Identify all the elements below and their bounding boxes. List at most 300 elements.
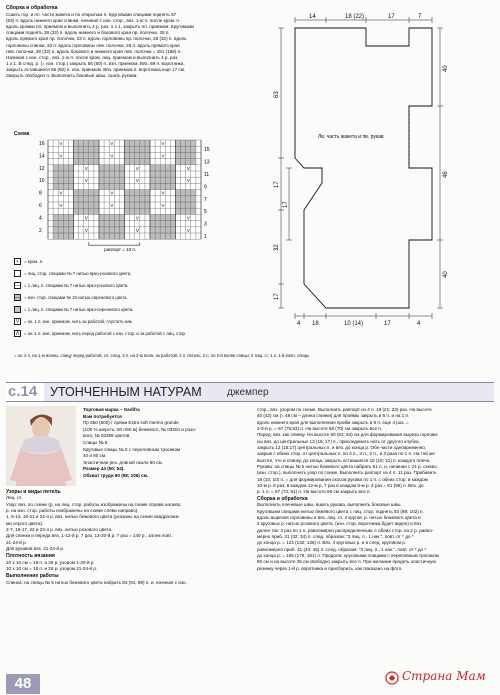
schema-cell: [196, 159, 201, 165]
schema-cell: [150, 159, 155, 165]
slip-stitch-mark: V: [84, 178, 88, 184]
schema-cell: [140, 140, 145, 146]
slip-stitch-mark: V: [135, 215, 139, 221]
schema-cell: [186, 171, 191, 177]
schema-cell: [140, 177, 145, 183]
schema-cell: [186, 233, 191, 239]
slip-stitch-mark: V: [59, 190, 63, 196]
schema-cell: [155, 146, 160, 152]
schema-cell: [104, 171, 109, 177]
slip-stitch-mark: V: [110, 141, 114, 146]
schema-cell: [94, 165, 99, 171]
schema-cell: [79, 202, 84, 208]
slip-stitch-mark: V: [59, 141, 63, 146]
schema-cell: [130, 140, 135, 146]
repeat-label: раппорт = 10 п.: [104, 247, 137, 253]
schema-cell: [160, 165, 165, 171]
schema-cell: [53, 171, 58, 177]
schema-cell: [196, 146, 201, 152]
schema-cell: [181, 214, 186, 220]
schema-cell: [135, 183, 140, 189]
row-number-right: 9: [204, 184, 207, 191]
schema-cell: [155, 202, 160, 208]
legend-item: • = кром. п.: [14, 258, 43, 265]
schema-cell: [125, 208, 130, 214]
schema-cell: [89, 202, 94, 208]
schema-cell: [125, 159, 130, 165]
schema-cell: [119, 214, 124, 220]
garment-pattern-diagram: [272, 8, 494, 348]
schema-cell: [186, 183, 191, 189]
schema-cell: [165, 171, 170, 177]
schema-cell: [63, 146, 68, 152]
row-number-left: 8: [39, 190, 42, 197]
schema-cell: [191, 183, 196, 189]
schema-cell: [114, 208, 119, 214]
schema-cell: [109, 208, 114, 214]
schema-cell: [53, 140, 58, 146]
schema-cell: [135, 159, 140, 165]
schema-cell: [114, 202, 119, 208]
schema-cell: [150, 190, 155, 196]
schema-cell: [48, 171, 53, 177]
dim-label: 14: [309, 14, 316, 20]
schema-cell: [160, 159, 165, 165]
schema-cell: [79, 221, 84, 227]
schema-cell: [176, 202, 181, 208]
slip-stitch-mark: V: [59, 203, 63, 208]
slip-stitch-mark: V: [186, 227, 190, 233]
schema-cell: [140, 190, 145, 196]
slip-stitch-mark: V: [161, 153, 165, 159]
schema-cell: [130, 227, 135, 233]
schema-cell: [155, 140, 160, 146]
lilac-knit-symbol: —: [15, 294, 20, 301]
schema-cell: [89, 227, 94, 233]
paragraph: (63) п. вдоль нижнего края спинки, начиная с изн. стор., вяз. 1-ю п. после кром. п.: [6, 18, 181, 24]
schema-cell: [119, 190, 124, 196]
schema-cell: [63, 233, 68, 239]
schema-cell: [114, 165, 119, 171]
schema-cell: [165, 183, 170, 189]
schema-cell: [74, 214, 79, 220]
schema-cell: [109, 177, 114, 183]
schema-cell: [74, 202, 79, 208]
schema-cell: [79, 196, 84, 202]
schema-cell: [145, 171, 150, 177]
schema-cell: [135, 196, 140, 202]
schema-cell: [176, 152, 181, 158]
schema-cell: [135, 152, 140, 158]
svg-text:32: 32: [274, 244, 280, 251]
schema-cell: [125, 233, 130, 239]
schema-cell: [150, 233, 155, 239]
schema-cell: [74, 183, 79, 189]
schema-cell: [68, 227, 73, 233]
schema-cell: [58, 165, 63, 171]
schema-cell: [99, 208, 104, 214]
schema-cell: [145, 233, 150, 239]
lilac-purl-symbol: [14, 306, 21, 313]
schema-cell: [160, 227, 165, 233]
schema-cell: [170, 152, 175, 158]
schema-cell: [140, 214, 145, 220]
schema-cell: [74, 196, 79, 202]
schema-cell: [150, 208, 155, 214]
schema-cell: [99, 190, 104, 196]
schema-cell: [165, 146, 170, 152]
schema-cell: [109, 221, 114, 227]
schema-cell: [155, 177, 160, 183]
svg-text:17: 17: [274, 181, 280, 188]
schema-cell: [99, 146, 104, 152]
schema-cell: [186, 208, 191, 214]
schema-cell: [181, 171, 186, 177]
schema-cell: [196, 183, 201, 189]
schema-cell: [114, 227, 119, 233]
schema-cell: [196, 233, 201, 239]
slip-stitch-mark: V: [161, 190, 165, 196]
schema-cell: [145, 159, 150, 165]
schema-cell: [191, 152, 196, 158]
schema-cell: [63, 214, 68, 220]
schema-cell: [165, 140, 170, 146]
schema-cell: [196, 202, 201, 208]
paragraph: 1 х 1. В след. р. (= изн. стор.) закрыть 56 (60) п. изн. приемом. Вяз. 69 п. воротника,: [6, 60, 185, 66]
paragraph: Закрыть свободно п. Выполнить боковые швы, сшить рукава.: [6, 73, 138, 79]
schema-cell: [191, 140, 196, 146]
schema-cell: [125, 196, 130, 202]
schema-cell: [104, 177, 109, 183]
schema-cell: [119, 140, 124, 146]
schema-cell: [191, 233, 196, 239]
schema-cell: [48, 233, 53, 239]
schema-cell: [84, 146, 89, 152]
schema-cell: [181, 183, 186, 189]
schema-cell: [109, 183, 114, 189]
paragraph: Сшить гор. и пл. части жакета и по открытым п. Круговыми спицами поднять 57: [6, 12, 177, 18]
schema-cell: [89, 233, 94, 239]
svg-text:40: 40: [443, 65, 449, 72]
schema-cell: [191, 214, 196, 220]
schema-cell: [119, 152, 124, 158]
row-number-right: 13: [204, 159, 210, 166]
schema-cell: [150, 171, 155, 177]
schema-cell: [170, 146, 175, 152]
schema-cell: [74, 227, 79, 233]
schema-cell: [94, 152, 99, 158]
schema-cell: [84, 221, 89, 227]
schema-cell: [79, 146, 84, 152]
paragraph: лев. полочки, 28 (32) п. вдоль бокового и нижнего края лев. полочки = 181 (189) п.: [6, 48, 182, 54]
schema-cell: [145, 227, 150, 233]
schema-cell: [191, 208, 196, 214]
schema-cell: [48, 190, 53, 196]
schema-cell: [191, 171, 196, 177]
schema-cell: [79, 171, 84, 177]
schema-cell: [99, 233, 104, 239]
schema-cell: [109, 196, 114, 202]
schema-cell: [155, 214, 160, 220]
schema-cell: [140, 159, 145, 165]
schema-cell: [186, 140, 191, 146]
schema-cell: [89, 190, 94, 196]
knitting-schema: [6, 130, 274, 380]
schema-cell: [125, 221, 130, 227]
schema-cell: [63, 221, 68, 227]
schema-cell: [99, 202, 104, 208]
schema-cell: [196, 214, 201, 220]
dim-label: 17: [388, 14, 395, 20]
schema-cell: [181, 190, 186, 196]
schema-cell: [140, 208, 145, 214]
site-logo-icon: [384, 670, 400, 686]
schema-cell: [145, 140, 150, 146]
sleeve-front-outline: [295, 28, 432, 308]
row-number-right: 11: [204, 172, 210, 178]
legend-item: V = ок. 1 п. изн. приемом, нить за работой, спустить нак.: [15, 318, 133, 325]
slip-stitch-mark: V: [186, 178, 190, 184]
schema-cell: [135, 146, 140, 152]
schema-cell: [130, 165, 135, 171]
schema-cell: [48, 159, 53, 165]
schema-cell: [125, 202, 130, 208]
schema-cell: [196, 177, 201, 183]
schema-cell: [150, 196, 155, 202]
slip-stitch-mark: V: [161, 141, 165, 146]
schema-cell: [114, 221, 119, 227]
schema-cell: [191, 190, 196, 196]
schema-cell: [104, 183, 109, 189]
schema-cell: [155, 165, 160, 171]
materials-block: Торговая марка – Gedifra Вам потребуется Пр 550 (600) г пряжи Extra soft merino grande (100 % шерсть; 50 г/60 м) бежевого, № 03304 и розо- вого, № 03359 цветов. Спицы № 5. Круговые спицы № 5 с переловным тросиком 40 и 80 см. Эластичная рез. длиной около 60 см. Размер 44 (50; 54). Обхват груди 90 (98; 106) см.: [83, 407, 197, 478]
schema-cell: [68, 214, 73, 220]
schema-cell: [68, 208, 73, 214]
schema-cell: [119, 202, 124, 208]
schema-cell: [119, 227, 124, 233]
schema-cell: [176, 190, 181, 196]
schema-cell: [125, 146, 130, 152]
legend-item: — = изн. стор. спицами № 10 нитью сиреневого цвета.: [15, 294, 128, 301]
schema-cell: [150, 177, 155, 183]
slip-stitch-mark: V: [186, 165, 190, 171]
schema-cell: [53, 233, 58, 239]
schema-cell: [170, 165, 175, 171]
schema-cell: [89, 214, 94, 220]
schema-cell: [94, 140, 99, 146]
schema-cell: [135, 190, 140, 196]
schema-cell: [109, 146, 114, 152]
schema-cell: [114, 159, 119, 165]
schema-cell: [74, 233, 79, 239]
dim-label: 4: [417, 321, 421, 327]
schema-cell: [145, 221, 150, 227]
schema-cell: [170, 171, 175, 177]
schema-cell: [119, 171, 124, 177]
schema-cell: [155, 190, 160, 196]
schema-cell: [145, 202, 150, 208]
schema-cell: [94, 171, 99, 177]
schema-cell: [53, 177, 58, 183]
dim-label: 7: [418, 14, 422, 20]
schema-cell: [125, 227, 130, 233]
schema-cell: [125, 183, 130, 189]
svg-text:40: 40: [443, 271, 449, 278]
schema-cell: [109, 165, 114, 171]
schema-cell: [196, 152, 201, 158]
schema-cell: [84, 202, 89, 208]
schema-cell: [99, 171, 104, 177]
schema-cell: [155, 183, 160, 189]
schema-cell: [125, 165, 130, 171]
schema-cell: [176, 165, 181, 171]
schema-cell: [89, 196, 94, 202]
schema-cell: [68, 177, 73, 183]
schema-cell: [48, 202, 53, 208]
schema-cell: [79, 177, 84, 183]
slip-stitch-symbol: V: [15, 318, 20, 325]
schema-cell: [68, 190, 73, 196]
schema-cell: [145, 183, 150, 189]
row-number-right: 5: [204, 209, 207, 216]
schema-cell: [119, 146, 124, 152]
schema-cell: [94, 146, 99, 152]
row-number-right: 1: [204, 234, 207, 240]
schema-cell: [170, 221, 175, 227]
schema-cell: [125, 140, 130, 146]
schema-cell: [58, 177, 63, 183]
schema-cell: [84, 196, 89, 202]
schema-cell: [84, 208, 89, 214]
paragraph: вдоль прямого края пр. полочки, 23 п. вдоль горловины пр. полочки, 28 (32) п. вдоль: [6, 36, 187, 42]
schema-cell: [160, 177, 165, 183]
row-number-left: 2: [39, 227, 42, 234]
schema-cell: [165, 227, 170, 233]
schema-cell: [104, 140, 109, 146]
dim-label: 18 (22): [345, 14, 365, 20]
schema-cell: [79, 165, 84, 171]
schema-cell: [155, 159, 160, 165]
schema-cell: [170, 190, 175, 196]
row-number-left: 10: [39, 178, 45, 185]
schema-cell: [181, 221, 186, 227]
schema-cell: [150, 152, 155, 158]
schema-cell: [74, 159, 79, 165]
schema-cell: [94, 227, 99, 233]
schema-cell: [135, 171, 140, 177]
schema-cell: [170, 208, 175, 214]
schema-cell: [176, 171, 181, 177]
schema-cell: [140, 171, 145, 177]
schema-cell: [145, 152, 150, 158]
schema-cell: [104, 208, 109, 214]
schema-cell: [63, 208, 68, 214]
schema-cell: [160, 208, 165, 214]
schema-cell: [84, 183, 89, 189]
schema-cell: [130, 171, 135, 177]
schema-cell: [79, 208, 84, 214]
schema-cell: [150, 140, 155, 146]
schema-cell: [58, 171, 63, 177]
schema-cell: [165, 165, 170, 171]
schema-cell: [150, 165, 155, 171]
schema-cell: [125, 214, 130, 220]
schema-cell: [191, 221, 196, 227]
schema-cell: [191, 196, 196, 202]
schema-cell: [130, 221, 135, 227]
schema-cell: [99, 177, 104, 183]
schema-cell: [186, 159, 191, 165]
paragraph: спицами поднять 28 (32) п. вдоль нижнего и бокового края пр. полочки, 28 п.: [6, 30, 170, 36]
schema-cell: [119, 221, 124, 227]
schema-cell: [84, 140, 89, 146]
schema-cell: [104, 165, 109, 171]
schema-cell: [176, 159, 181, 165]
schema-cell: [150, 146, 155, 152]
pattern-code: c.14: [6, 383, 44, 401]
schema-cell: [74, 146, 79, 152]
schema-cell: [68, 183, 73, 189]
row-number-left: 4: [39, 215, 42, 222]
schema-cell: [170, 183, 175, 189]
row-number-right: 7: [204, 196, 207, 203]
schema-cell: [165, 202, 170, 208]
schema-cell: [191, 202, 196, 208]
schema-cell: [68, 146, 73, 152]
schema-cell: [68, 159, 73, 165]
schema-cell: [89, 140, 94, 146]
schema-cell: [155, 208, 160, 214]
schema-cell: [89, 183, 94, 189]
site-watermark: Страна Мам: [402, 669, 486, 683]
schema-cell: [114, 214, 119, 220]
schema-cell: [99, 196, 104, 202]
schema-cell: [94, 159, 99, 165]
schema-cell: [94, 214, 99, 220]
schema-cell: [145, 208, 150, 214]
schema-cell: [135, 233, 140, 239]
schema-cell: [186, 152, 191, 158]
page-number: 48: [6, 674, 40, 694]
schema-cell: [176, 177, 181, 183]
schema-cell: [181, 159, 186, 165]
schema-cell: [125, 177, 130, 183]
schema-cell: [99, 152, 104, 158]
schema-cell: [63, 190, 68, 196]
slip-stitch-mark: V: [161, 203, 165, 208]
schema-cell: [79, 214, 84, 220]
schema-cell: [119, 196, 124, 202]
row-number-left: 12: [39, 165, 45, 172]
schema-cell: [150, 214, 155, 220]
schema-cell: [84, 190, 89, 196]
schema-cell: [165, 177, 170, 183]
schema-cell: [89, 152, 94, 158]
slip-stitch-mark: V: [110, 203, 114, 208]
schema-cell: [165, 233, 170, 239]
schema-cell: [104, 214, 109, 220]
schema-cell: [119, 233, 124, 239]
schema-cell: [68, 233, 73, 239]
schema-cell: [109, 227, 114, 233]
schema-cell: [181, 208, 186, 214]
stitch-instructions: Узоры и виды петель Лиц. гл. Узор: вяз. по схеме (р. на лиц. стор. работы изображены на схеме справа налево, р. на изн. стор. работы изображены на схеме слева направо). 1, 5-13, 18-21 и 24-4 р. вяз. нитью бежевого цвета (указаны на схеме квадратика- ми серого цвета). 2-7, 16-17, 22 и 23-4 р. вяз. нитью розового цвета. Для спинки и переда вяз. 1-12-й р. 7 раз, 13-20-й р. 7 раз = 140 р., затем повт. 21-24-й р. Для рукавов вяз. 21-24-й р. Плотность вязания 10 х 10 см = 18 п. и 26 р. узором 1-20-й р. 10 х 10 см = 18 п. и 26 р. узором 21-24-й р. Выполнение работы Спинка: на спицы № 5 нитью бежевого цвета набрать 83 (91; 99) п. и, начиная с изн.: [6, 489, 187, 585]
schema-cell: [170, 202, 175, 208]
schema-cell: [74, 208, 79, 214]
schema-cell: [94, 177, 99, 183]
schema-cell: [155, 152, 160, 158]
schema-cell: [191, 177, 196, 183]
